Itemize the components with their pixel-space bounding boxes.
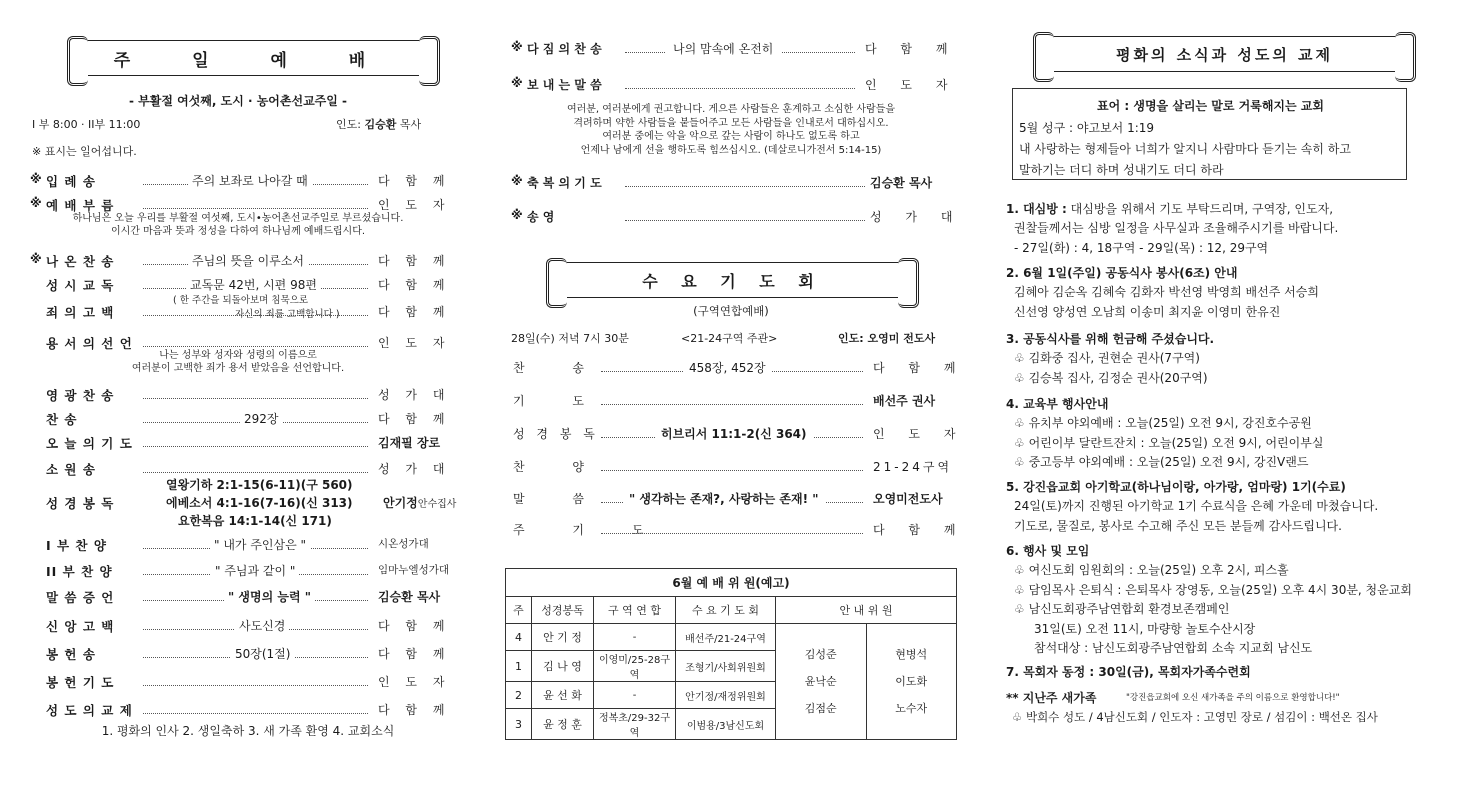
- order-item-label: 예 배 부 름: [46, 198, 115, 213]
- stand-note: ※ 표시는 일어섭니다.: [32, 145, 137, 158]
- news-item-line: - 27일(화) : 4, 18구역 - 29일(목) : 12, 29구역: [1014, 240, 1269, 255]
- order-item-detail: 458장, 452장: [683, 359, 772, 376]
- news-item-line: ♧ 남신도회광주남연합회 환경보존캠페인: [1014, 602, 1230, 616]
- worship-subtitle: - 부활절 여섯째, 도시 · 농어촌선교주일 -: [128, 94, 348, 108]
- order-item-leader: 임마누엘성가대: [378, 564, 450, 576]
- news-item-line: 신선영 양성연 오남희 이송미 최지윤 이영미 한유진: [1014, 304, 1281, 319]
- order-item-leader: 다 함 께: [378, 647, 451, 661]
- table-header-cell: 성경봉독: [532, 597, 594, 624]
- required-stand-marker: ※: [511, 76, 523, 90]
- order-item-label: 용 서 의 선 언: [46, 336, 133, 351]
- order-item-label: 봉 헌 송: [46, 647, 96, 662]
- confess-note-1: ( 한 주간을 되돌아보며 침묵으로: [173, 295, 309, 306]
- news-item-heading: [1006, 200, 1333, 217]
- table-cell: 안 기 정: [532, 624, 594, 651]
- table-cell: 1: [506, 651, 532, 682]
- order-item-label: 영 광 찬 송: [46, 388, 115, 403]
- order-item-leader: 김승환 목사: [870, 176, 933, 190]
- dotted-leader: [143, 713, 368, 714]
- table-cell: 2: [506, 682, 532, 709]
- table-cell: 배선주/21-24구역: [676, 624, 776, 651]
- order-item-leader: 21-24구역: [873, 460, 953, 474]
- order-item-label: 송 영: [527, 210, 555, 224]
- table-cell: 윤 정 훈: [532, 709, 594, 740]
- dotted-leader: [601, 533, 863, 534]
- dotted-leader: [143, 208, 368, 209]
- news-item-line: ♧ 중고등부 야외예배 : 오늘(25일) 오전 9시, 강진V랜드: [1014, 455, 1309, 469]
- news-item-heading: 4. 교육부 행사안내: [1006, 397, 1109, 411]
- order-item-leader: 배선주 권사: [873, 394, 936, 408]
- table-cell: 이영미/25-28구역: [594, 651, 676, 682]
- order-item-label: 찬 송: [46, 412, 78, 427]
- table-header-row: [506, 597, 957, 624]
- table-cell: -: [594, 624, 676, 651]
- news-item-heading: 5. 강진읍교회 아기학교(하나님이랑, 아가랑, 엄마랑) 1기(수료): [1006, 480, 1346, 494]
- june-worship-committee-table: [505, 568, 957, 740]
- order-item-label: 봉 헌 기 도: [46, 675, 115, 690]
- fellowship-list: 1. 평화의 인사 2. 생일축하 3. 새 가족 환영 4. 교회소식: [101, 724, 395, 738]
- usher-name: 현병석: [895, 648, 928, 661]
- confess-note-2: 자신의 죄를 고백합니다 ): [235, 309, 340, 320]
- order-item-label: 보 내 는 말 씀: [527, 78, 602, 92]
- order-item-leader: 인 도 자: [378, 675, 451, 689]
- table-title: 6월 예 배 위 원(예고): [506, 569, 957, 597]
- wednesday-title-banner: [555, 262, 910, 298]
- news-title: 평화의 소식과 성도의 교제: [1115, 45, 1334, 64]
- dotted-leader: [143, 472, 368, 473]
- news-item-line: ♧ 어린이부 달란트잔치 : 오늘(25일) 오전 9시, 어린이부실: [1014, 435, 1324, 450]
- news-item-heading: 3. 공동식사를 위해 헌금해 주셨습니다.: [1006, 332, 1215, 346]
- order-item-leader: 다 함 께: [378, 305, 451, 319]
- wednesday-title: 수 요 기 도 회: [642, 271, 823, 291]
- order-item-leader: 다 함 께: [378, 703, 451, 717]
- required-stand-marker: ※: [511, 174, 523, 188]
- dotted-leader: [625, 186, 865, 187]
- order-item-label: 말 씀 증 언: [46, 590, 115, 605]
- usher-group: [776, 624, 867, 740]
- order-item-leader: 다 함 께: [378, 412, 451, 426]
- wednesday-host: <21-24구역 주관>: [681, 332, 778, 345]
- reading-3: 요한복음 14:1-14(신 171): [178, 514, 332, 528]
- new-family-label: ** 지난주 새가족: [1006, 691, 1097, 705]
- news-item-line: ♧ 유치부 야외예배 : 오늘(25일) 오전 9시, 강진호수공원: [1014, 416, 1312, 430]
- news-item-line: 참석대상 : 남신도회광주남연합회 소속 지교회 남신도: [1034, 641, 1313, 655]
- usher-name: 이도화: [895, 675, 928, 688]
- table-row: [506, 624, 957, 651]
- motto-box: [1012, 88, 1407, 180]
- motto-line: 말하기는 더디 하며 성내기도 더디 하라: [1019, 163, 1224, 177]
- table-cell: 조형기/사회위원회: [676, 651, 776, 682]
- news-item-heading-text: 대심방을 위해서 기도 부탁드리며, 구역장, 인도자,: [1066, 202, 1334, 216]
- table-header-cell: 주: [506, 597, 532, 624]
- news-item-line: ♧ 김승복 집사, 김정순 권사(20구역): [1014, 370, 1208, 385]
- table-cell: 4: [506, 624, 532, 651]
- table-cell: 3: [506, 709, 532, 740]
- reading-2: 에베소서 4:1-16(7-16)(신 313): [166, 496, 353, 510]
- order-item-detail: 50장(1절): [231, 645, 294, 662]
- leader-line: 인도: 김승환 목사: [336, 118, 422, 131]
- order-item-label: 말 씀: [513, 492, 606, 506]
- usher-group: [866, 624, 957, 740]
- news-title-banner: [1042, 36, 1407, 72]
- table-cell: 김 나 영: [532, 651, 594, 682]
- order-item-label: II 부 찬 양: [46, 564, 113, 579]
- service-times: I 부 8:00 · II부 11:00: [32, 118, 141, 131]
- order-item-label: 기 도: [513, 394, 606, 408]
- order-item-detail: " 주님과 같이 ": [211, 562, 299, 579]
- dotted-leader: [625, 88, 855, 89]
- order-item-leader: 다 함 께: [873, 361, 966, 375]
- order-item-label: 성 도 의 교 제: [46, 703, 133, 718]
- wednesday-leader: 인도: 오영미 전도사: [838, 332, 936, 345]
- news-item-heading: 7. 목회자 동정 : 30일(금), 목회자가족수련회: [1006, 665, 1251, 679]
- dotted-leader: [601, 470, 863, 471]
- order-item-label: 주 기 도: [513, 523, 666, 537]
- order-item-leader: 다 함 께: [378, 174, 451, 188]
- worship-closing-column: [505, 0, 966, 786]
- order-item-label: 나 온 찬 송: [46, 254, 115, 269]
- news-item-line: 24일(토)까지 진행된 아기학교 1기 수료식을 은혜 가운데 마쳤습니다.: [1014, 499, 1379, 513]
- usher-name: 노수자: [895, 702, 928, 715]
- table-header-cell: 안 내 위 원: [776, 597, 957, 624]
- motto-line: 5월 성구 : 야고보서 1:19: [1019, 121, 1155, 135]
- news-item-line: 기도로, 물질로, 봉사로 수고해 주신 모든 분들께 감사드립니다.: [1014, 518, 1342, 533]
- usher-name: 김성준: [804, 648, 837, 661]
- order-item-leader: 인 도 자: [378, 198, 451, 212]
- order-item-leader: 다 함 께: [873, 523, 966, 537]
- order-item-detail: " 생명의 능력 ": [224, 588, 315, 605]
- order-item-label: 오 늘 의 기 도: [46, 436, 133, 451]
- wednesday-subtitle: (구역연합예배): [693, 304, 769, 318]
- order-item-detail: 교독문 42번, 시편 98편: [186, 276, 321, 293]
- sendoff-line: 격려하며 약한 사람들을 붙들어주고 모든 사람들을 인내로서 대하십시오.: [573, 117, 889, 129]
- table-cell: 안기정/재정위원회: [676, 682, 776, 709]
- call-text-2: 이시간 마음과 뜻과 정성을 다하여 하나님께 예배드립시다.: [110, 226, 366, 237]
- news-item-line: ♧ 담임목사 은퇴식 : 은퇴목사 장영동, 오늘(25일) 오후 4시 30분, 청운교회: [1014, 582, 1412, 597]
- motto-line: 내 사랑하는 형제들아 너희가 알지니 사람마다 듣기는 속히 하고: [1019, 142, 1351, 156]
- order-item-detail: " 내가 주인삼은 ": [210, 536, 310, 553]
- dotted-leader: [143, 685, 368, 686]
- absolution-text-2: 여러분이 고백한 죄가 용서 받았음을 선언합니다.: [131, 363, 345, 374]
- table-cell: 정복초/29-32구역: [594, 709, 676, 740]
- order-item-leader: 인 도 자: [865, 78, 958, 92]
- reader: 안기정안수집사: [383, 496, 457, 510]
- wednesday-time: 28일(수) 저녁 7시 30분: [511, 332, 629, 345]
- order-item-label: 신 앙 고 백: [46, 619, 115, 634]
- order-item-label: 축 복 의 기 도: [527, 176, 602, 190]
- sendoff-line: 여러분, 여러분에게 권고합니다. 게으른 사람들은 훈계하고 소심한 사람들을: [566, 104, 896, 115]
- order-item-leader: 성 가 대: [870, 210, 963, 224]
- news-item-line: 31일(토) 오전 11시, 마량항 놀토수산시장: [1034, 621, 1256, 636]
- news-item-line: ♧ 김화중 집사, 권현순 권사(7구역): [1014, 351, 1200, 365]
- order-item-leader: 김재필 장로: [378, 434, 450, 451]
- required-stand-marker: ※: [30, 196, 42, 210]
- order-item-leader: 다 함 께: [865, 42, 958, 56]
- table-cell: -: [594, 682, 676, 709]
- required-stand-marker: ※: [30, 172, 42, 186]
- usher-name: 윤낙순: [804, 675, 837, 688]
- order-item-leader: 인 도 자: [378, 336, 451, 350]
- news-column: [1002, 0, 1454, 786]
- required-stand-marker: ※: [30, 252, 42, 266]
- motto-title: 표어 : 생명을 살리는 말로 거룩해지는 교회: [1097, 99, 1324, 113]
- order-item-label: 죄 의 고 백: [46, 305, 115, 320]
- dotted-leader: [143, 398, 368, 399]
- dotted-leader: [143, 346, 368, 347]
- order-item-label: 찬 송: [513, 361, 606, 375]
- worship-title-banner: [76, 40, 431, 76]
- order-item-label: 성 시 교 독: [46, 278, 115, 293]
- news-item-heading: 2. 6월 1일(주일) 공동식사 봉사(6조) 안내: [1006, 266, 1238, 280]
- required-stand-marker: ※: [511, 40, 523, 54]
- order-item-label: 찬 양: [513, 460, 606, 474]
- order-item-detail: 주님의 뜻을 이루소서: [188, 252, 308, 269]
- new-family-note: "강진읍교회에 오신 새가족을 주의 이름으로 환영합니다!": [1126, 693, 1340, 703]
- order-item-label: 입 례 송: [46, 174, 96, 189]
- worship-title: 주 일 예 배: [113, 50, 394, 71]
- order-item-label: 성 경 봉 독: [513, 427, 599, 441]
- order-item-leader: 다 함 께: [378, 278, 451, 292]
- order-item-leader: 오영미전도사: [873, 492, 943, 506]
- sendoff-line: 언제나 남에게 선을 행하도록 힘쓰십시오. (데살로니가전서 5:14-15): [580, 144, 882, 156]
- order-item-label: 성 경 봉 독: [46, 496, 115, 511]
- table-cell: 윤 선 화: [532, 682, 594, 709]
- news-item-heading: 6. 행사 및 모임: [1006, 544, 1090, 558]
- order-item-leader: 다 함 께: [378, 619, 451, 633]
- order-item-detail: 292장: [240, 410, 283, 427]
- required-stand-marker: ※: [511, 208, 523, 222]
- dotted-leader: [625, 220, 865, 221]
- order-item-detail: " 생각하는 존재?, 사랑하는 존재! ": [623, 490, 825, 507]
- order-item-label: I 부 찬 양: [46, 538, 107, 553]
- reading-1: 열왕기하 2:1-15(6-11)(구 560): [166, 478, 353, 492]
- news-item-line: 김혜아 김순옥 김혜숙 김화자 박선영 박영희 배선주 서승희: [1014, 285, 1319, 299]
- order-item-detail: 나의 맘속에 온전히: [665, 40, 781, 57]
- order-item-leader: 김승환 목사: [378, 588, 450, 605]
- order-item-detail: 사도신경: [235, 617, 289, 634]
- order-item-leader: 다 함 께: [378, 254, 451, 268]
- order-item-leader: 성 가 대: [378, 388, 451, 402]
- news-item-line: ♧ 여신도회 임원회의 : 오늘(25일) 오후 2시, 피스홀: [1014, 563, 1289, 577]
- call-text: 하나님은 오늘 우리를 부활절 여섯째, 도시•농어촌선교주일로 부르셨습니다.: [72, 213, 404, 224]
- dotted-leader: [601, 404, 863, 405]
- absolution-text-1: 나는 성부와 성자와 성령의 이름으로: [159, 350, 317, 361]
- order-item-label: 소 원 송: [46, 462, 96, 477]
- order-item-detail: 히브리서 11:1-2(신 364): [655, 425, 813, 442]
- worship-order-column: [28, 0, 468, 786]
- news-item-line: 권찰들께서는 심방 일정을 사무실과 조율해주시기를 바랍니다.: [1014, 221, 1339, 235]
- order-item-leader: 시온성가대: [378, 536, 450, 551]
- dotted-leader: [143, 446, 368, 447]
- table-cell: 이범용/3남신도회: [676, 709, 776, 740]
- news-item-heading-label: 1. 대심방 :: [1006, 202, 1067, 216]
- order-item-leader: 성 가 대: [378, 462, 451, 476]
- order-item-label: 다 짐 의 찬 송: [527, 42, 602, 56]
- order-item-detail: 주의 보좌로 나아갈 때: [188, 172, 312, 189]
- order-item-leader: 인 도 자: [873, 427, 966, 441]
- table-header-cell: 구 역 연 합: [594, 597, 676, 624]
- sendoff-line: 여러분 중에는 악을 악으로 갚는 사람이 하나도 없도록 하고: [602, 131, 860, 142]
- table-header-cell: 수 요 기 도 회: [676, 597, 776, 624]
- usher-name: 김점순: [804, 702, 837, 715]
- new-family-entry: ♧ 박희수 성도 / 4남신도회 / 인도자 : 고영민 장로 / 섬김이 : 백선온 집사: [1012, 710, 1378, 724]
